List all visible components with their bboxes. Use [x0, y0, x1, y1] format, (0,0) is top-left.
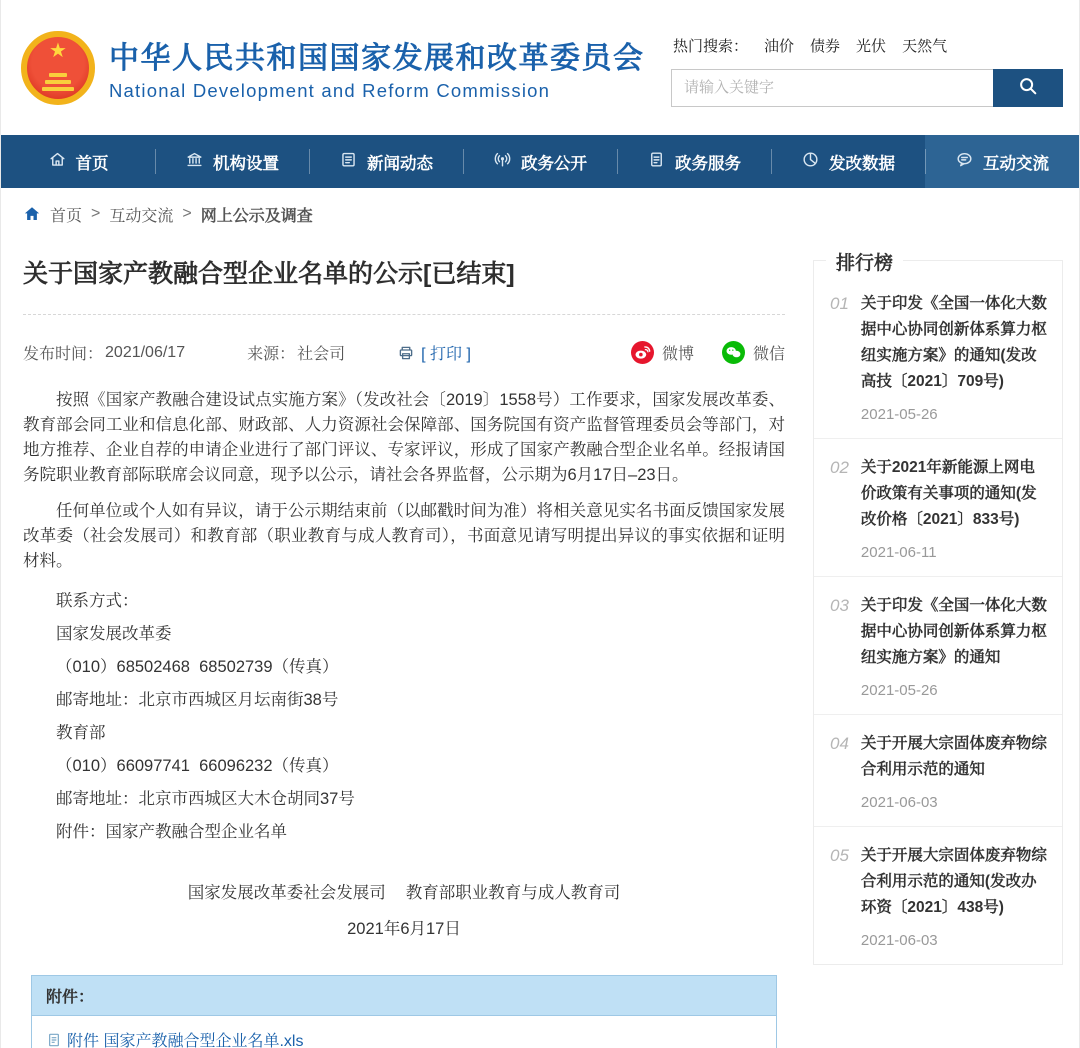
attachment-box [31, 975, 777, 1048]
share-wechat-button[interactable] [722, 341, 785, 364]
contact-line: 附件：国家产教融合型企业名单 [56, 823, 287, 841]
search-button[interactable] [993, 69, 1063, 107]
ranking-item-date: 2021-05-26 [860, 682, 938, 699]
article-title: 关于国家产教融合型企业名单的公示[已结束] [23, 260, 515, 288]
breadcrumb-home-icon [23, 205, 41, 223]
chat-icon [955, 150, 974, 174]
breadcrumb [1, 188, 1079, 240]
hot-search-term-oil[interactable]: 油价 [764, 37, 795, 55]
weibo-icon [631, 341, 654, 364]
ranking-title: 排行榜 [826, 248, 903, 275]
site-title-zh: 中华人民共和国国家发展和改革委员会 [109, 42, 645, 75]
file-icon [46, 1032, 62, 1048]
nav-item-gov-services[interactable] [617, 135, 771, 188]
nav-label: 新闻动态 [367, 154, 433, 173]
nav-label: 首页 [75, 154, 109, 173]
contact-info [23, 585, 785, 849]
hot-search-term-gas[interactable]: 天然气 [902, 37, 948, 55]
article-meta [23, 341, 785, 364]
nav-item-home[interactable] [1, 135, 155, 188]
nav-label: 政务服务 [675, 154, 741, 173]
article-body [23, 388, 785, 939]
contact-line: 国家发展改革委 [56, 625, 172, 643]
sidebar [813, 240, 1063, 965]
nav-label: 政务公开 [521, 154, 587, 173]
site-header [1, 0, 1079, 135]
share-wechat-label: 微信 [752, 346, 785, 363]
site-brand [21, 31, 645, 105]
emblem-gate-icon [49, 73, 67, 77]
hot-search-term-pv[interactable]: 光伏 [856, 37, 887, 55]
rank-item-body [861, 291, 1048, 423]
share-weibo-label: 微博 [661, 346, 694, 363]
print-label: [ 打印 ] [421, 346, 471, 363]
nav-label: 发改数据 [829, 154, 895, 173]
main-content [1, 240, 1079, 1048]
ranking-item [814, 715, 1062, 827]
share-weibo-button[interactable] [631, 341, 694, 364]
ranking-item-link[interactable]: 关于印发《全国一体化大数据中心协同创新体系算力枢纽实施方案》的通知(发改高技〔2021〕709号) [860, 295, 1047, 390]
title-divider [23, 314, 785, 315]
article-paragraph: 任何单位或个人如有异议，请于公示期结束前（以邮戳时间为准）将相关意见实名书面反馈国家发展改革委（社会发展司）和教育部（职业教育与成人教育司），书面意见请写明提出异议的事实依据和证明材料。 [23, 502, 785, 570]
national-emblem-logo [21, 31, 95, 105]
publish-time [23, 341, 185, 364]
ranking-item [814, 827, 1062, 964]
signature-date: 2021年6月17日 [347, 920, 461, 938]
site-title-en: National Development and Reform Commission [109, 80, 551, 101]
source-value: 社会司 [297, 346, 346, 363]
hot-search-label: 热门搜索： [673, 37, 749, 55]
contact-line: （010）68502468 68502739（传真） [56, 658, 339, 676]
rank-item-body [861, 593, 1048, 699]
publish-time-value: 2021/06/17 [105, 343, 186, 361]
ranking-item [814, 275, 1062, 439]
bank-icon [185, 150, 204, 174]
ranking-item [814, 577, 1062, 715]
nav-label: 互动交流 [983, 154, 1049, 173]
contact-line: （010）66097741 66096232（传真） [56, 757, 339, 775]
wechat-icon [722, 341, 745, 364]
article [23, 240, 785, 1048]
source-label: 来源： [247, 346, 296, 363]
signature-org: 教育部职业教育与成人教育司 [405, 884, 621, 902]
nav-label: 机构设置 [213, 154, 279, 173]
ranking-item-date: 2021-06-03 [860, 932, 938, 949]
site-titles [109, 33, 645, 102]
ranking-item-date: 2021-06-11 [860, 544, 937, 561]
emblem-gate-icon [45, 80, 71, 84]
search-box [671, 69, 1063, 107]
print-button[interactable] [397, 341, 471, 364]
ranking-item-date: 2021-05-26 [860, 406, 938, 423]
printer-icon [397, 344, 415, 362]
document-icon [647, 150, 666, 174]
article-source [247, 341, 345, 364]
ranking-item-link[interactable]: 关于印发《全国一体化大数据中心协同创新体系算力枢纽实施方案》的通知 [860, 597, 1047, 666]
breadcrumb-separator: > [182, 205, 192, 222]
news-icon [339, 150, 358, 174]
search-icon [1017, 75, 1039, 100]
hot-search-term-bonds[interactable]: 债券 [810, 37, 841, 55]
nav-item-gov-disclosure[interactable] [463, 135, 617, 188]
ranking-item-link[interactable]: 关于开展大宗固体废弃物综合利用示范的通知(发改办环资〔2021〕438号) [860, 847, 1047, 916]
emblem-star-icon: ★ [49, 39, 67, 62]
rank-item-body [861, 731, 1048, 811]
contact-line: 联系方式： [56, 592, 139, 610]
home-icon [48, 150, 67, 174]
contact-line: 邮寄地址：北京市西城区大木仓胡同37号 [56, 790, 355, 808]
broadcast-icon [493, 150, 512, 174]
main-nav [1, 135, 1079, 188]
article-paragraph: 按照《国家产教融合建设试点实施方案》（发改社会〔2019〕1558号）工作要求，国家发展改革委、教育部会同工业和信息化部、财政部、人力资源社会保障部、国务院国有资产监督管理委员会等部门，对地方推荐、企业自荐的申请企业进行了部门评议、专家评议，形成了国家产教融合型企业名单。经报请国务院职业教育部际联席会议同意，现予以公示，请社会各界监督，公示期为6月17日–23日。 [23, 391, 785, 484]
ranking-item-link[interactable]: 关于开展大宗固体废弃物综合利用示范的通知 [860, 735, 1047, 778]
nav-item-interaction[interactable] [925, 135, 1079, 188]
breadcrumb-item-interaction[interactable]: 互动交流 [109, 207, 174, 225]
attachment-body [32, 1016, 776, 1048]
rank-item-body [861, 843, 1048, 949]
breadcrumb-item-current[interactable]: 网上公示及调查 [200, 207, 313, 225]
nav-item-ndrc-data[interactable] [771, 135, 925, 188]
nav-item-news[interactable] [309, 135, 463, 188]
contact-line: 教育部 [56, 724, 106, 742]
hot-search-bar [673, 35, 1063, 56]
search-area [671, 29, 1063, 107]
search-input[interactable] [671, 69, 993, 107]
rank-item-body [861, 455, 1048, 561]
pie-chart-icon [801, 150, 820, 174]
ranking-item [814, 439, 1062, 577]
attachment-file-label: 附件 国家产教融合型企业名单.xls [67, 1033, 304, 1048]
emblem-gate-icon [42, 87, 74, 91]
share-buttons [631, 341, 785, 364]
attachment-header: 附件： [32, 976, 776, 1016]
ranking-box [813, 253, 1063, 965]
attachment-file-link[interactable] [46, 1028, 303, 1048]
ranking-item-date: 2021-06-03 [860, 794, 938, 811]
signature-orgs [23, 879, 785, 903]
publish-time-label: 发布时间： [23, 346, 104, 363]
contact-line: 邮寄地址：北京市西城区月坛南街38号 [56, 691, 339, 709]
rank-number: 05 [830, 846, 849, 865]
breadcrumb-item-home[interactable]: 首页 [50, 207, 83, 225]
rank-number: 01 [830, 294, 849, 313]
rank-number: 03 [830, 596, 849, 615]
rank-number: 04 [830, 734, 849, 753]
rank-number: 02 [830, 458, 849, 477]
breadcrumb-separator: > [91, 205, 101, 222]
nav-item-organization[interactable] [155, 135, 309, 188]
ranking-item-link[interactable]: 关于2021年新能源上网电价政策有关事项的通知(发改价格〔2021〕833号) [860, 459, 1037, 528]
signature-org: 国家发展改革委社会发展司 [187, 884, 386, 902]
